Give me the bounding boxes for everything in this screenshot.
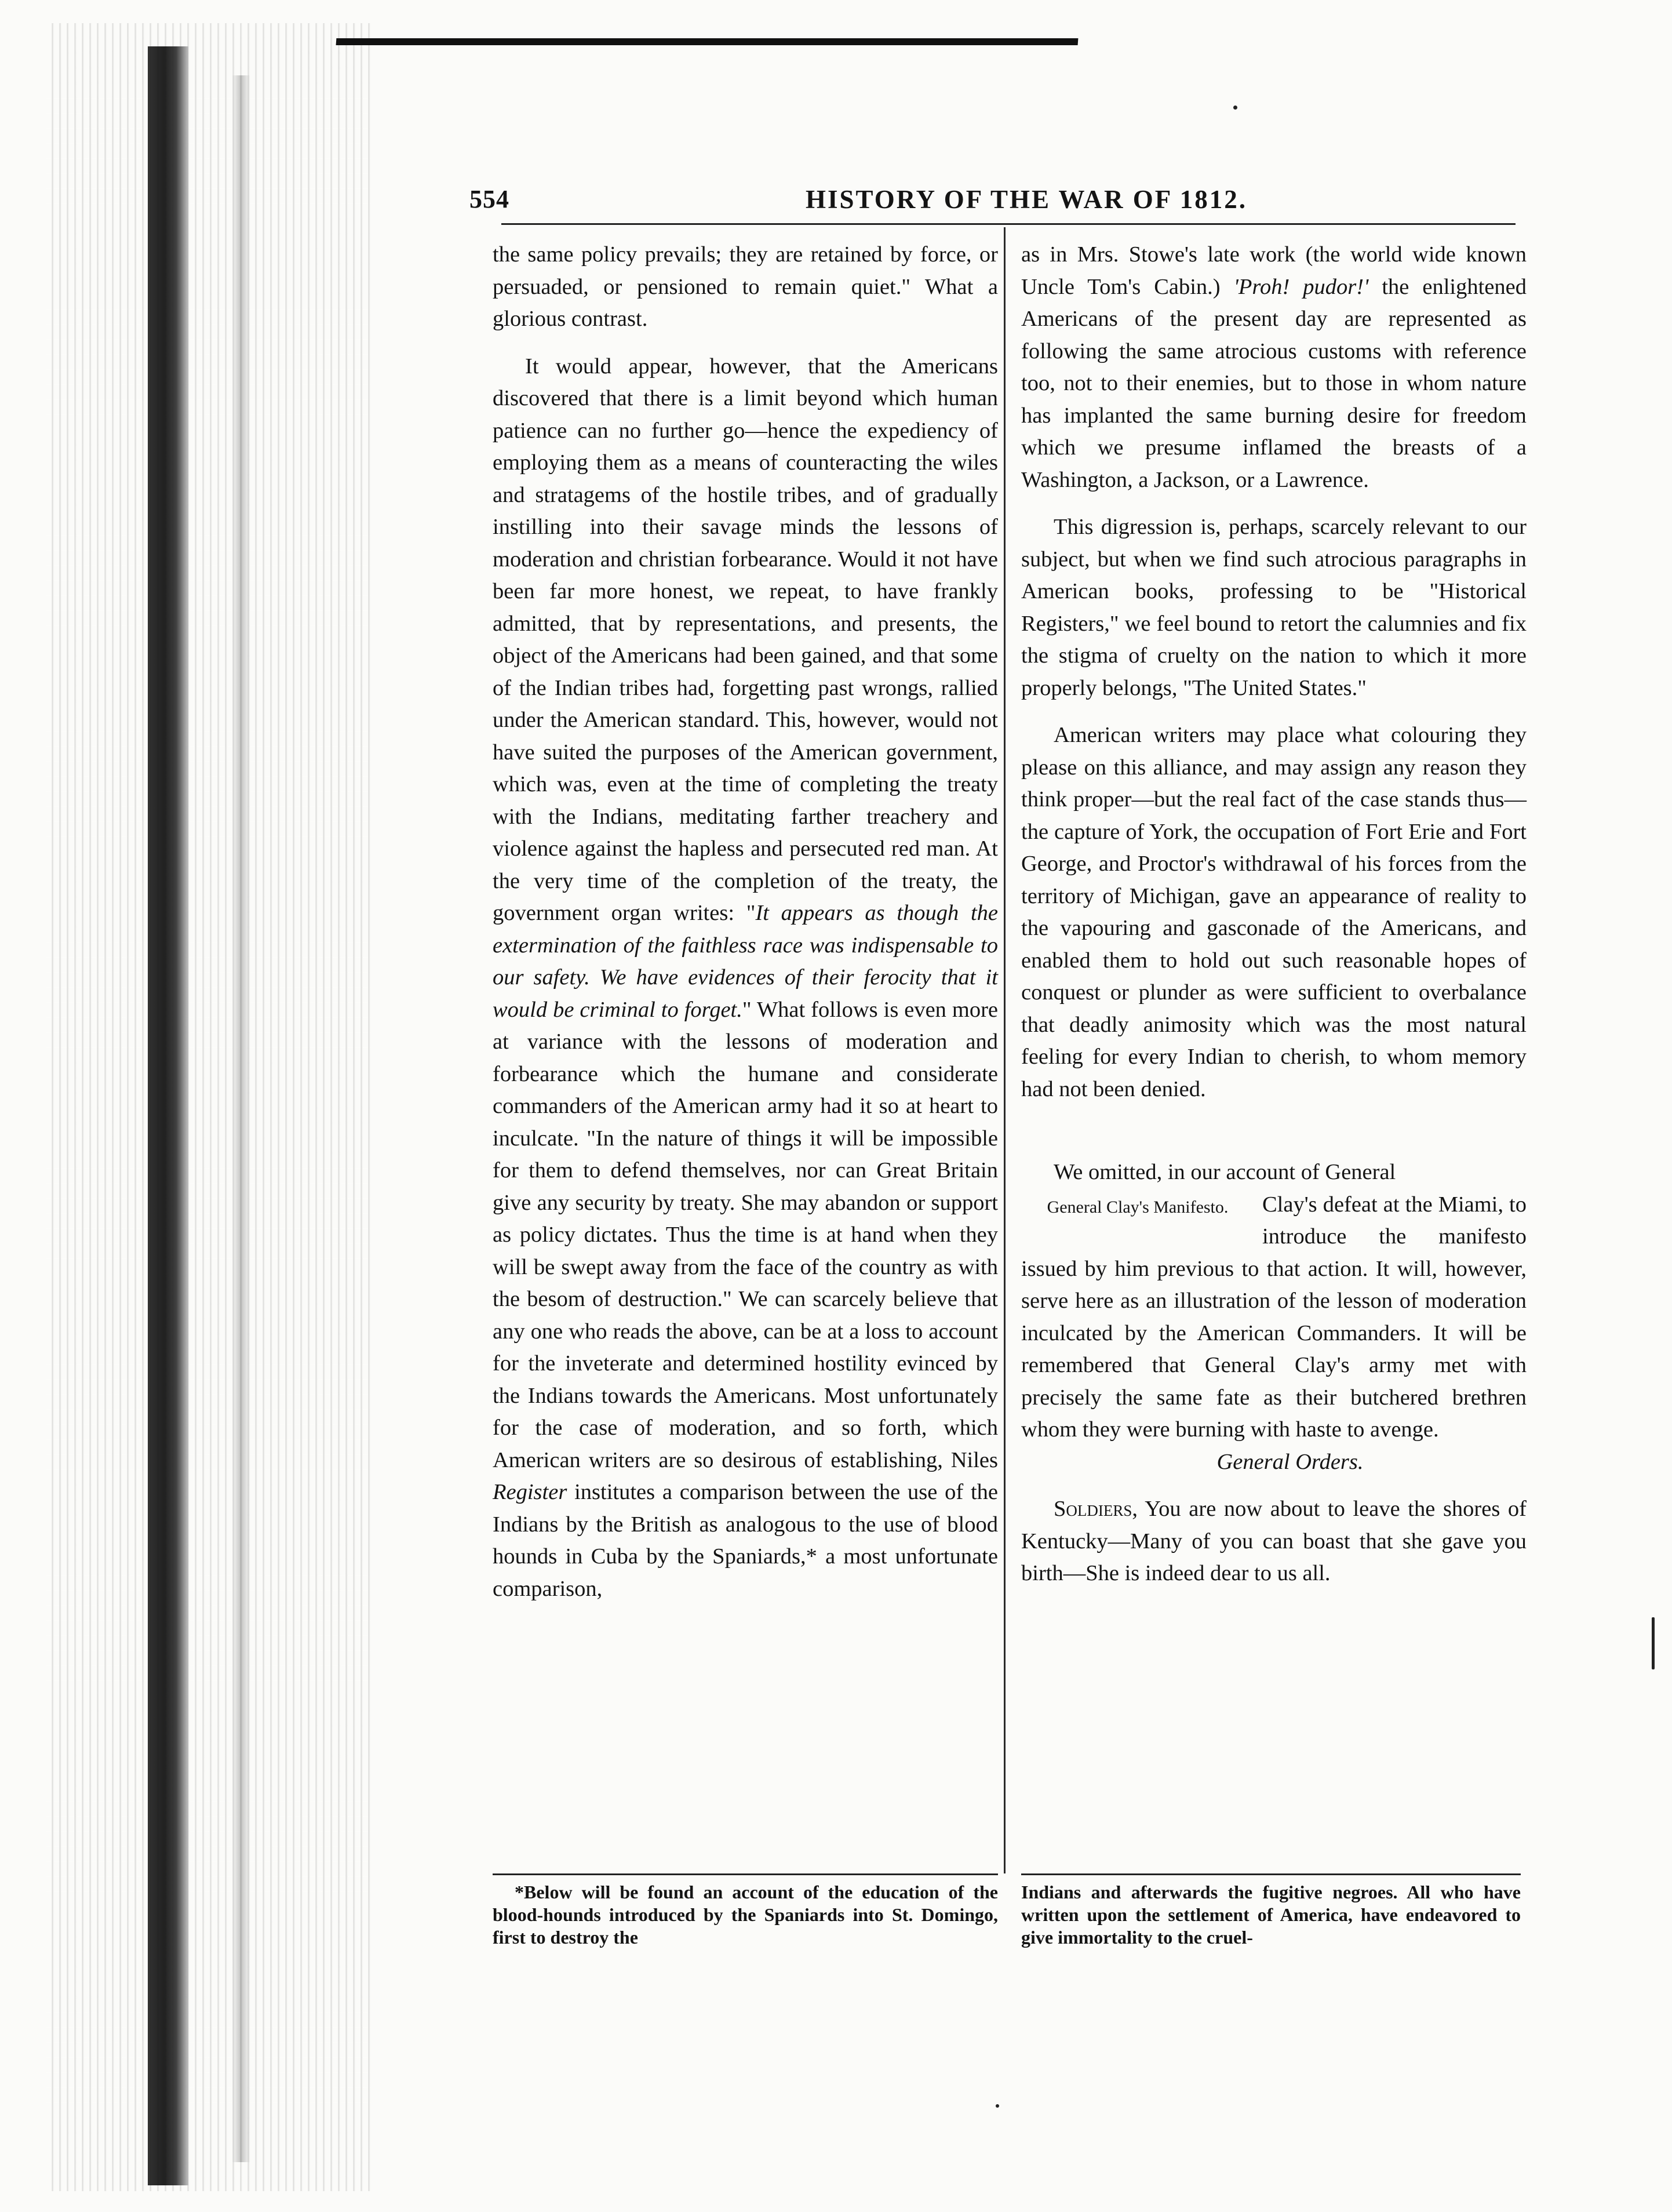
paragraph	[1021, 1493, 1527, 1590]
italic-quote: It appears as though the extermination of the faithless race was indispensable to our safety. We have evidences of their ferocity that it would be criminal to forget.	[493, 901, 998, 1022]
running-title: HISTORY OF THE WAR OF 1812.	[806, 185, 1248, 214]
scan-speck	[1233, 105, 1237, 110]
paragraph: the same policy prevails; they are retained by force, or persuaded, or pensioned to remain quiet." What a glorious contrast.	[493, 242, 998, 331]
right-column	[1021, 239, 1527, 1590]
paragraph-text: " What follows is even more at variance with the lessons of moderation and forbearance which the humane and considerate commanders of the American army had it so at heart to inculcate. "In the nature of things it will be impossible for them to defend themselves, nor can Great Britain give any security by treaty. She may abandon or support as policy dictates. Thus the time is at hand when they will be swept away from the face of the country as with the besom of destruction." We can scarcely believe that any one who reads the above, can be at a loss to account for the inveterate and determined hostility evinced by the Indians towards the Americans. Most unfortunately for the case of moderation, and so forth, which American writers are so desirous of establishing, Niles	[493, 997, 998, 1472]
header-rule	[501, 223, 1516, 225]
paragraph	[1021, 239, 1527, 496]
scan-binding-edge	[46, 23, 371, 2191]
footnote-rule	[1021, 1873, 1521, 1875]
scan-speck	[996, 2104, 999, 2108]
smallcaps-word: Soldiers,	[1054, 1497, 1138, 1521]
paragraph-text: You are now about to leave the shores of Kentucky—Many of you can boast that she gave you birth—She is indeed dear to us all.	[1021, 1497, 1527, 1585]
paragraph-text: It would appear, however, that the Americans discovered that there is a limit beyond which human patience can no further go—hence the expediency of employing them as a means of counteracting the wiles and stratagems of the hostile tribes, and of gradually instilling into their savage minds the lessons of moderation and christian forbearance. Would it not have been far more honest, we repeat, to have frankly admitted, that by representations, and presents, the object of the Americans had been gained, and that some of the Indian tribes had, forgetting past wrongs, rallied under the American standard. This, however, would not have suited the purposes of the American government, which was, even at the time of completing the treaty with the Indians, meditating farther treachery and violence against the hapless and persecuted red man. At the very time of the completion of the treaty, the government organ writes: "	[493, 354, 998, 925]
footnote-right: Indians and afterwards the fugitive negroes. All who have written upon the settlement of America, have endeavored to give immortality to the cruel-	[1021, 1882, 1521, 1948]
scan-gutter-shadow	[232, 75, 250, 2162]
italic-exclamation: 'Proh! pudor!'	[1233, 274, 1369, 299]
footnote-rule	[493, 1873, 998, 1875]
paragraph: This digression is, perhaps, scarcely relevant to our subject, but when we find such atrocious paragraphs in American books, professing to be "Historical Registers," we feel bound to retort the calumnies and fix the stigma of cruelty on the nation to which it more properly belongs, "The United States."	[1021, 515, 1527, 700]
paragraph: We omitted, in our account of General	[1054, 1160, 1396, 1184]
italic-title: Register	[493, 1480, 567, 1504]
marginal-sidenote: General Clay's Manifesto.	[1047, 1197, 1229, 1217]
scan-spine-shadow	[148, 46, 188, 2185]
scan-mark	[1652, 1617, 1655, 1669]
paragraph: Clay's defeat at the Miami, to introduce the manifesto issued by him previous to that action. It will, however, serve here as an illustration of the lesson of moderation inculcated by the American Commanders. It will be remembered that General Clay's army met with precisely the same fate as their butchered brethren whom they were burning with haste to avenge.	[1021, 1192, 1527, 1442]
column-divider	[1004, 227, 1006, 1873]
paragraph-text: the enlightened Americans of the present day are represented as following the same atrocious customs with reference too, not to their enemies, but to those in whom nature has implanted the same burning desire for freedom which we presume inflamed the breasts of a Washington, a Jackson, or a Lawrence.	[1021, 274, 1527, 492]
section-heading: General Orders.	[1216, 1449, 1364, 1474]
footnote-left: *Below will be found an account of the education of the blood-hounds introduced by the Spaniards into St. Domingo, first to destroy the	[493, 1882, 998, 1948]
paragraph-text: institutes a comparison between the use of the Indians by the British as analogous to the use of blood hounds in Cuba by the Spaniards,* a most unfortunate comparison,	[493, 1480, 998, 1601]
paragraph	[493, 351, 998, 1606]
paragraph: American writers may place what colouring they please on this alliance, and may assign any reason they think proper—but the real fact of the case stands thus—the capture of York, the occupation of Fort Erie and Fort George, and Proctor's withdrawal of his forces from the territory of Michigan, gave an appearance of reality to the vapouring and gasconade of the Americans, and enabled them to hold out such reasonable hopes of conquest or plunder as were sufficient to overbalance that deadly animosity which was the most natural feeling for every Indian to cherish, to whom memory had not been denied.	[1021, 723, 1527, 1101]
page-header	[469, 184, 1547, 220]
paragraph-text: as in Mrs. Stowe's late work (the world wide known Uncle Tom's Cabin.)	[1021, 242, 1527, 299]
left-column	[493, 239, 998, 1605]
top-rule	[336, 38, 1079, 45]
page-number: 554	[469, 185, 509, 213]
